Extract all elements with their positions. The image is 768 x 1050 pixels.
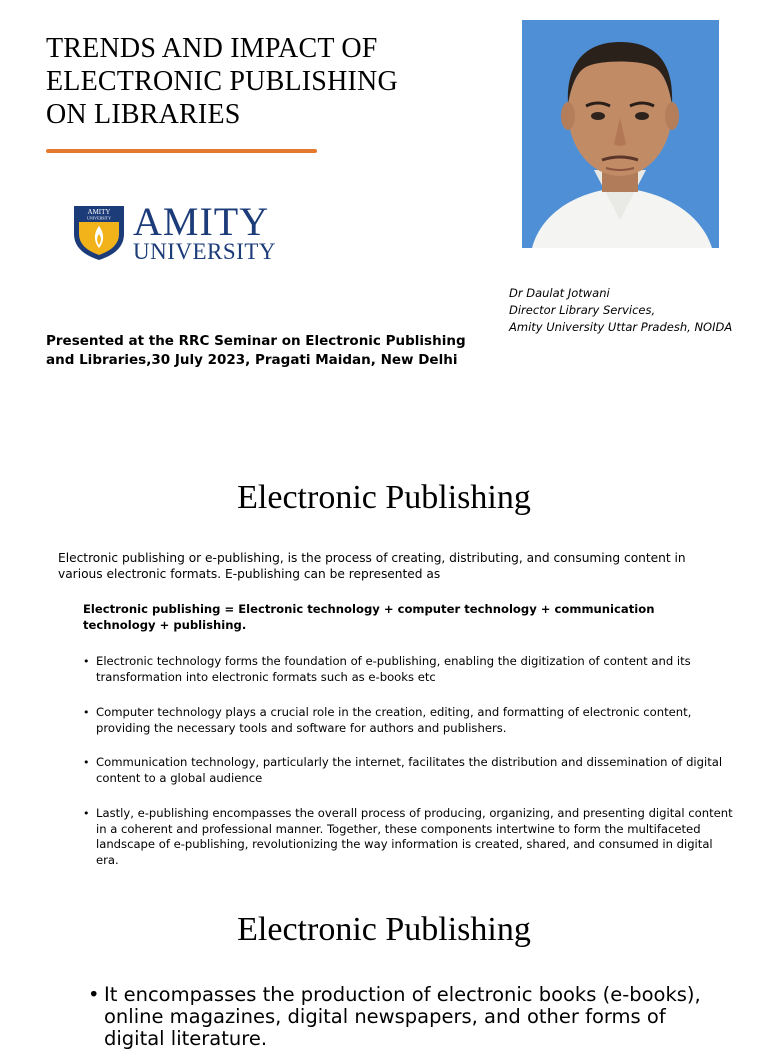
slide-heading: Electronic Publishing [237,479,531,516]
formula-statement: Electronic publishing = Electronic technology + computer technology + communication technology + publishing. [83,602,655,632]
presenter-portrait-icon [522,20,719,248]
svg-text:UNIVERSITY: UNIVERSITY [87,215,111,221]
list-item: • Computer technology plays a crucial role in the creation, editing, and formatting of electronic content, providing the necessary tools and software for authors and publishers. [83,705,733,736]
content-slide [0,430,768,870]
list-item: • Communication technology, particularly the internet, facilitates the distribution and dissemination of digital content to a global audience [83,755,733,786]
event-description: Presented at the RRC Seminar on Electronic Publishing and Libraries,30 July 2023, Pragati Maidan, New Delhi [46,333,466,368]
title-line: ELECTRONIC PUBLISHING [46,66,398,97]
list-item: • Electronic technology forms the foundation of e-publishing, enabling the digitization of content and its transformation into electronic formats such as e-books etc [83,654,733,685]
slide-heading: Electronic Publishing [237,911,531,948]
presenter-info [509,285,732,336]
list-item: • Lastly, e-publishing encompasses the overall process of producing, organizing, and presenting digital content in a coherent and professional manner. Together, these components intertwine to form the multifaceted landscape of e-publishing, revolutionizing the way information is created, shared, and consumed in digital era. [83,806,733,868]
content-slide [0,880,768,1050]
title-underline [46,149,317,153]
title-slide [0,0,768,420]
list-item: • It encompasses the production of electronic books (e-books), online magazines, digital newspapers, and other forms of digital literature. [88,984,728,1050]
presenter-role: Director Library Services, [509,303,656,317]
bullet-list [88,984,728,1050]
slide-title [46,32,466,131]
logo-wordmark-amity: AMITY [133,199,270,244]
svg-text:AMITY: AMITY [87,208,111,216]
amity-university-logo [72,200,292,268]
bullet-list [83,654,733,888]
presenter-name: Dr Daulat Jotwani [509,286,610,300]
title-line: TRENDS AND IMPACT OF [46,33,378,64]
presenter-photo [522,20,719,248]
title-line: ON LIBRARIES [46,99,241,130]
logo-wordmark-university: UNIVERSITY [133,239,276,264]
intro-paragraph: Electronic publishing or e-publishing, is the process of creating, distributing, and consuming content in various electronic formats. E-publishing can be represented as [58,551,686,581]
shield-emblem-icon [72,204,126,262]
presenter-organization: Amity University Uttar Pradesh, NOIDA [509,320,733,334]
